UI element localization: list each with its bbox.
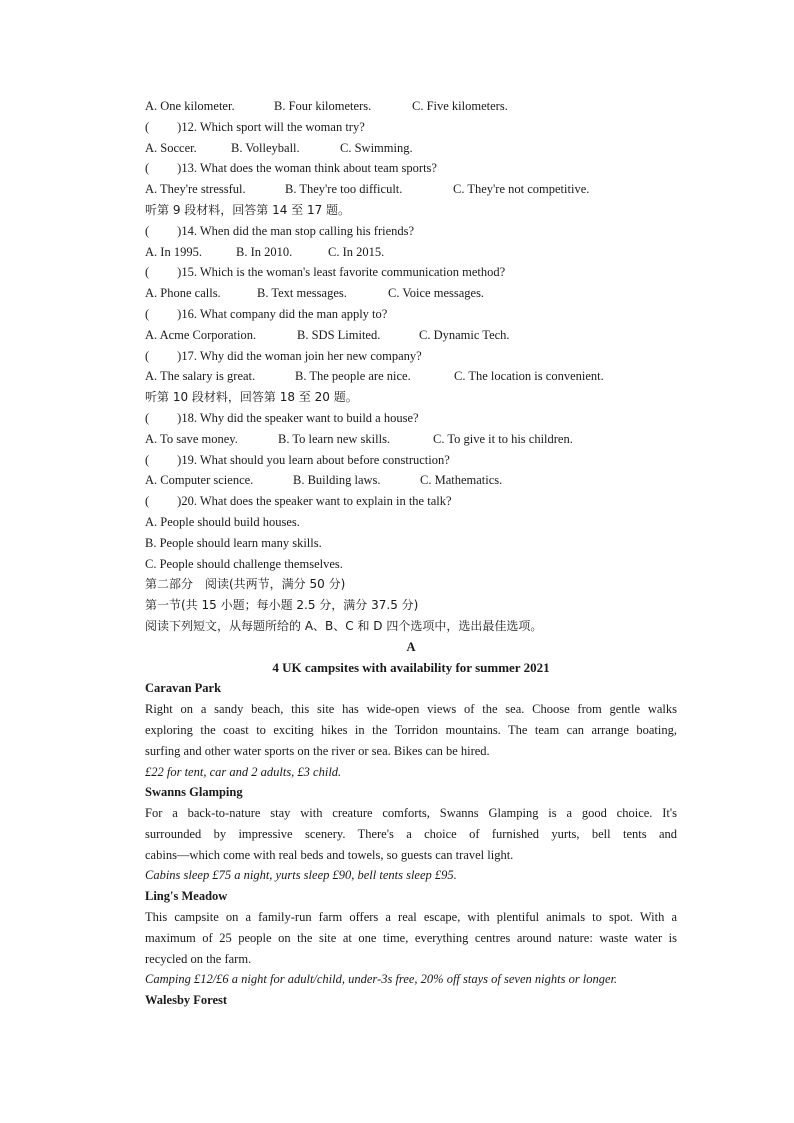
question-text: 15. Which is the woman's least favorite communication method? xyxy=(181,265,506,280)
option-a: A. One kilometer. xyxy=(145,99,235,113)
answer-paren-close: ) xyxy=(177,306,182,321)
option-c: C. Voice messages. xyxy=(388,286,485,301)
answer-paren-close: ) xyxy=(177,223,182,238)
text-line: surfing and other water sports on the river or sea. Bikes can be hired. xyxy=(145,743,490,758)
option-a: A. Phone calls. xyxy=(145,286,221,301)
section-9-instruction: 听第 9 段材料，回答第 14 至 17 题。 xyxy=(145,202,351,217)
question-18 xyxy=(145,408,677,429)
option-c: C. Mathematics. xyxy=(420,473,503,488)
question-text: 19. What should you learn about before construction? xyxy=(181,452,450,467)
question-17 xyxy=(145,346,677,367)
text-line: exploring the coast to exciting hikes in the Torridon mountains. The team can arrange boating, xyxy=(145,722,677,737)
question-20 xyxy=(145,491,677,512)
part-two-title: 第二部分 阅读(共两节，满分 50 分) xyxy=(145,577,346,592)
option-b: B. They're too difficult. xyxy=(285,182,403,197)
question-13 xyxy=(145,158,677,179)
option-c: C. Dynamic Tech. xyxy=(419,327,510,342)
question-text: 18. Why did the speaker want to build a house? xyxy=(181,410,419,425)
option-c: C. Five kilometers. xyxy=(412,99,508,113)
option-a: A. Computer science. xyxy=(145,473,254,488)
question-text: 13. What does the woman think about team sports? xyxy=(181,161,437,176)
option-b: B. Building laws. xyxy=(293,473,381,488)
question-text: 20. What does the speaker want to explain in the talk? xyxy=(181,494,452,509)
site-name: Walesby Forest xyxy=(145,993,228,1008)
text-line: surrounded by impressive scenery. There's a choice of furnished yurts, bell tents and xyxy=(145,826,677,841)
exam-page xyxy=(145,96,677,1011)
answer-paren-close: ) xyxy=(177,161,182,176)
q20-option-c: C. People should challenge themselves. xyxy=(145,556,343,571)
passage-title: 4 UK campsites with availability for summer 2021 xyxy=(272,659,550,675)
question-text: 17. Why did the woman join her new company? xyxy=(181,348,422,363)
q13-options xyxy=(145,179,677,200)
answer-paren-open: ( xyxy=(145,494,150,509)
answer-paren-open: ( xyxy=(145,306,150,321)
site-price: Cabins sleep £75 a night, yurts sleep £90, bell tents sleep £95. xyxy=(145,868,457,883)
option-a: A. In 1995. xyxy=(145,244,202,259)
passage-letter: A xyxy=(406,639,416,654)
option-b: B. Text messages. xyxy=(257,286,347,301)
option-b: B. In 2010. xyxy=(236,244,293,259)
option-b: B. The people are nice. xyxy=(295,369,411,384)
site-name: Caravan Park xyxy=(145,681,222,696)
question-19 xyxy=(145,450,677,471)
site-price: £22 for tent, car and 2 adults, £3 child. xyxy=(145,764,342,779)
option-c: C. Swimming. xyxy=(340,140,413,155)
option-b: B. Volleyball. xyxy=(231,140,300,155)
site-description xyxy=(145,699,677,720)
option-a: A. Soccer. xyxy=(145,140,197,155)
answer-paren-open: ( xyxy=(145,452,150,467)
answer-paren-open: ( xyxy=(145,119,150,134)
text-line-content: Right on a sandy beach, this site has wide-open views of the sea. Choose from gentle walks xyxy=(145,702,677,717)
option-c: C. They're not competitive. xyxy=(453,182,590,197)
text-line: cabins—which come with real beds and towels, so guests can travel light. xyxy=(145,847,514,862)
question-text: 14. When did the man stop calling his friends? xyxy=(181,223,415,238)
question-12 xyxy=(145,117,677,138)
question-15 xyxy=(145,262,677,283)
site-name: Swanns Glamping xyxy=(145,785,243,800)
q20-option-b: B. People should learn many skills. xyxy=(145,535,322,550)
option-b: B. SDS Limited. xyxy=(297,327,381,342)
option-a: A. Acme Corporation. xyxy=(145,327,257,342)
site-price: Camping £12/£6 a night for adult/child, under-3s free, 20% off stays of seven nights or longer. xyxy=(145,972,618,987)
q19-options xyxy=(145,470,677,491)
text-line: maximum of 25 people on the site at one time, everything centres around nature: waste water is xyxy=(145,930,677,945)
text-line xyxy=(145,699,677,720)
answer-paren-close: ) xyxy=(177,119,182,134)
option-a: A. To save money. xyxy=(145,431,238,446)
q11-options xyxy=(145,96,677,117)
answer-paren-open: ( xyxy=(145,223,150,238)
answer-paren-open: ( xyxy=(145,348,150,363)
option-b: B. To learn new skills. xyxy=(278,431,391,446)
question-14 xyxy=(145,221,677,242)
question-16 xyxy=(145,304,677,325)
option-b: B. Four kilometers. xyxy=(274,99,372,113)
q20-option-a: A. People should build houses. xyxy=(145,514,300,529)
answer-paren-open: ( xyxy=(145,265,150,280)
q15-options xyxy=(145,283,677,304)
option-c: C. To give it to his children. xyxy=(433,431,573,446)
question-text: 16. What company did the man apply to? xyxy=(181,306,388,321)
answer-paren-close: ) xyxy=(177,265,182,280)
answer-paren-open: ( xyxy=(145,410,150,425)
option-a: A. The salary is great. xyxy=(145,369,256,384)
text-line: recycled on the farm. xyxy=(145,951,252,966)
q12-options xyxy=(145,138,677,159)
answer-paren-close: ) xyxy=(177,452,182,467)
q18-options xyxy=(145,429,677,450)
option-a: A. They're stressful. xyxy=(145,182,246,197)
answer-paren-close: ) xyxy=(177,348,182,363)
text-line: This campsite on a family-run farm offers a real escape, with plentiful animals to spot. With a xyxy=(145,910,677,925)
answer-paren-open: ( xyxy=(145,161,150,176)
site-name: Ling's Meadow xyxy=(145,889,228,904)
answer-paren-close: ) xyxy=(177,494,182,509)
option-c: C. The location is convenient. xyxy=(454,369,604,384)
q17-options xyxy=(145,366,677,387)
section-one-title: 第一节(共 15 小题；每小题 2.5 分，满分 37.5 分) xyxy=(145,598,419,613)
q16-options xyxy=(145,325,677,346)
option-c: C. In 2015. xyxy=(328,244,385,259)
section-10-instruction: 听第 10 段材料，回答第 18 至 20 题。 xyxy=(145,390,358,405)
reading-instruction: 阅读下列短文，从每题所给的 A、B、C 和 D 四个选项中，选出最佳选项。 xyxy=(145,618,543,633)
text-line: For a back-to-nature stay with creature comforts, Swanns Glamping is a good choice. It's xyxy=(145,806,677,821)
question-text: 12. Which sport will the woman try? xyxy=(181,119,365,134)
q14-options xyxy=(145,242,677,263)
answer-paren-close: ) xyxy=(177,410,182,425)
